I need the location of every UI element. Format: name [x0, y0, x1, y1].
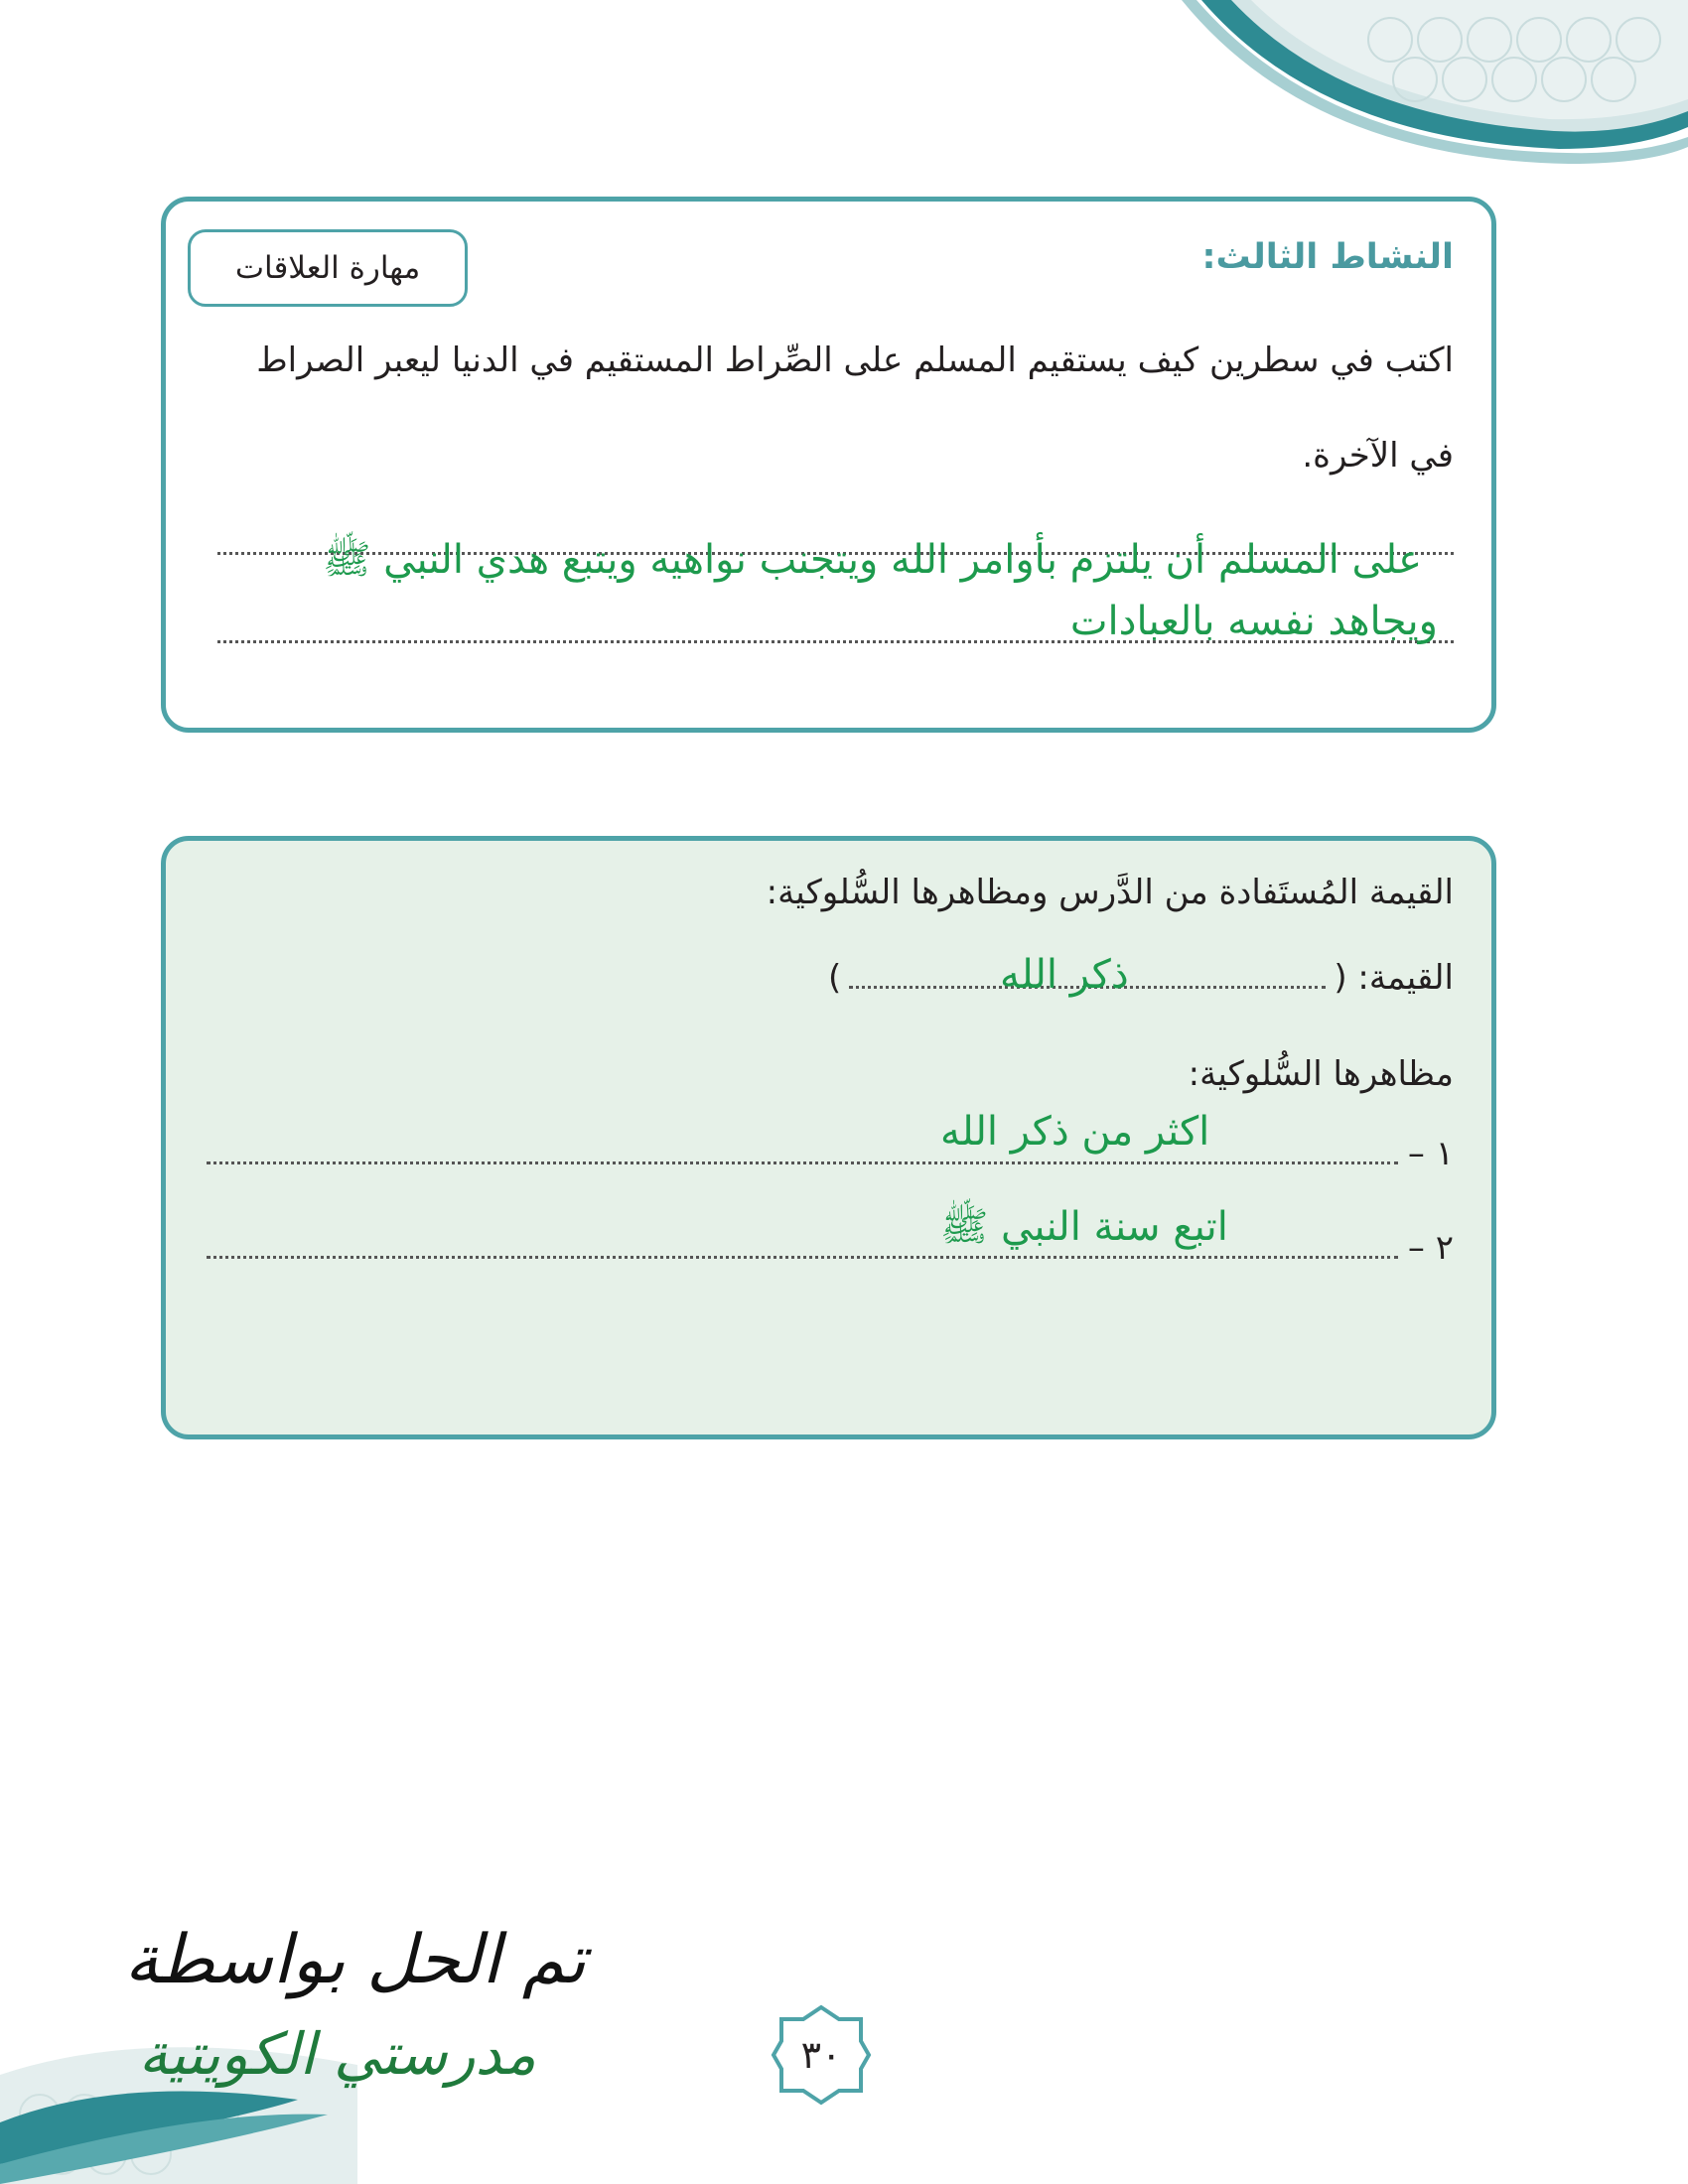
behavior-answer-1: اكثر من ذكر الله — [940, 1109, 1210, 1155]
value-card — [161, 836, 1496, 1439]
signature-line-1: تم الحل بواسطة — [124, 1921, 586, 1999]
value-answer-handwriting: ذكر الله — [1000, 952, 1129, 998]
behaviors-heading: مظاهرها السُّلوكية: — [1188, 1054, 1454, 1094]
page-number: ٣٠ — [800, 2033, 842, 2077]
header-ornament — [993, 0, 1688, 169]
behavior-item-1 — [207, 1134, 1454, 1173]
behavior-dotted-blank-1 — [207, 1134, 1398, 1164]
instruction-line-1: اكتب في سطرين كيف يستقيم المسلم على الصِّراط المستقيم في الدنيا ليعبر الصراط — [256, 341, 1454, 380]
activity-card — [161, 197, 1496, 733]
answer-handwriting-1: على المسلم أن يلتزم بأوامر الله ويتجنب نواهيه ويتبع هدي النبي ﷺ — [323, 537, 1422, 583]
solver-signature — [70, 1921, 586, 2119]
behavior-item-2 — [207, 1228, 1454, 1268]
skill-badge: مهارة العلاقات — [188, 229, 468, 307]
behavior-number-2: ٢ – — [1407, 1228, 1454, 1268]
value-row — [828, 958, 1454, 998]
answer-handwriting-2: ويجاهد نفسه بالعبادات — [1069, 599, 1438, 644]
behavior-answer-2: اتبع سنة النبي ﷺ — [940, 1204, 1228, 1250]
behavior-number-1: ١ – — [1407, 1134, 1454, 1173]
value-label: القيمة: ( — [1334, 958, 1454, 998]
activity-title: النشاط الثالث: — [1201, 237, 1454, 277]
instruction-line-2: في الآخرة. — [1302, 436, 1454, 476]
value-heading: القيمة المُستَفادة من الدَّرس ومظاهرها السُّلوكية: — [766, 873, 1454, 912]
value-close: ) — [828, 958, 842, 998]
signature-line-2: مدرستي الكويتية — [138, 2020, 536, 2088]
